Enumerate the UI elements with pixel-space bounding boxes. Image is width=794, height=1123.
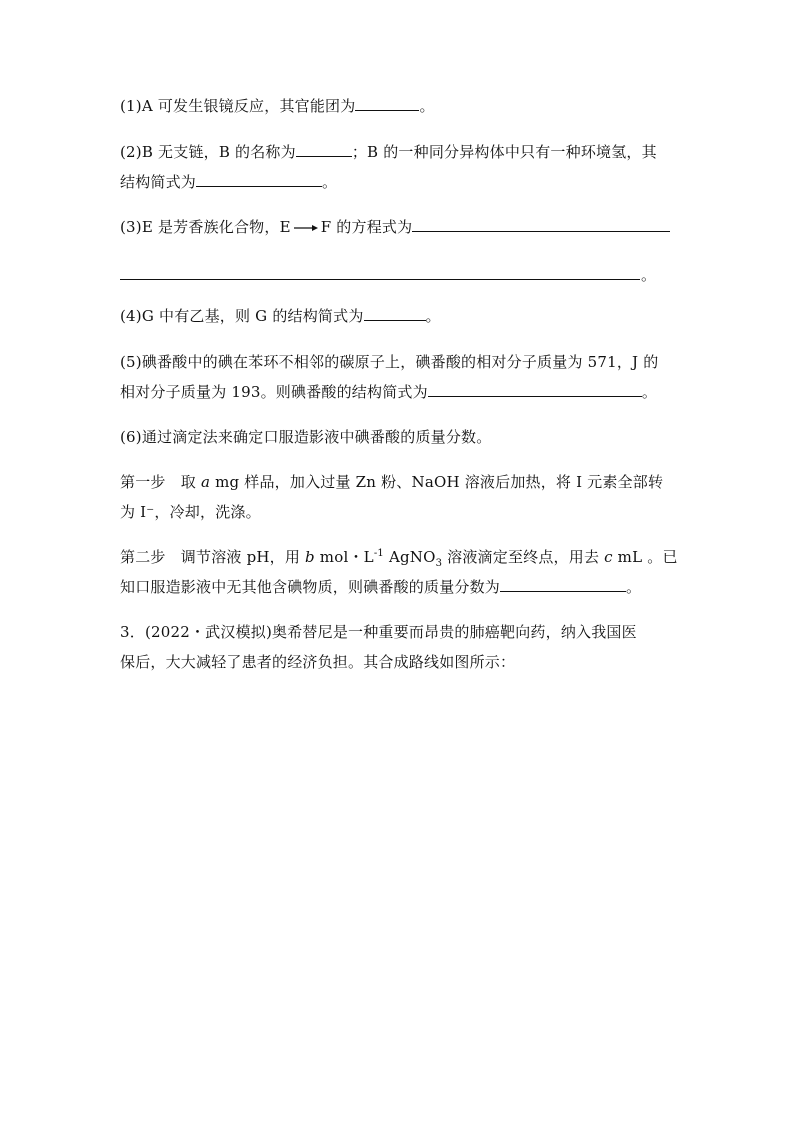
question-4-end: 。 [425,307,441,325]
answer-blank-5[interactable] [428,382,642,397]
question-7-line-1-text: 3．(2022・武汉模拟)奥希替尼是一种重要而昂贵的肺癌靶向药，纳入我国医 [120,623,637,641]
variable-a: a [200,473,211,491]
answer-blank-6[interactable] [500,577,626,592]
step-1-text-a: 第一步 取 [120,473,201,491]
answer-blank-2a[interactable] [296,142,352,157]
reaction-arrow-icon [293,223,319,233]
question-1-end: 。 [419,97,435,115]
question-3-text-b: F 的方程式为 [320,218,413,236]
question-4 [120,306,441,326]
step-2-text-d: 溶液滴定至终点，用去 [442,548,605,566]
question-5-end: 。 [641,383,658,401]
step-1-text-b: mg 样品，加入过量 Zn 粉、NaOH 溶液后加热，将 I 元素全部转 [210,473,664,491]
question-1-text: (1)A 可发生银镜反应，其官能团为 [120,97,356,115]
question-2-text-c: 结构简式为 [120,173,197,191]
question-3-text-a: (3)E 是芳香族化合物，E [120,218,291,236]
question-7-line-2 [120,652,515,672]
question-4-text: (4)G 中有乙基，则 G 的结构简式为 [120,307,364,325]
step-1-line-2-text: 为 I⁻，冷却，洗涤。 [120,503,261,521]
question-3-end-wrap [641,265,656,285]
step-1-line-2 [120,502,261,522]
answer-blank-3b[interactable] [120,279,640,280]
step-2-line-1 [120,547,678,567]
question-6-text: (6)通过滴定法来确定口服造影液中碘番酸的质量分数。 [120,428,492,446]
question-7-line-1 [120,622,637,642]
step-2-superscript: -1 [373,548,384,559]
step-2-text-c: AgNO [383,548,436,566]
question-6 [120,427,491,447]
step-2-text-e: mL 。已 [612,548,678,566]
question-5-line-1-text: (5)碘番酸中的碘在苯环不相邻的碳原子上，碘番酸的相对分子质量为 571，J 的 [120,353,659,371]
answer-blank-4[interactable] [364,306,426,321]
step-2-line-2-text: 知口服造影液中无其他含碘物质，则碘番酸的质量分数为 [120,578,501,596]
question-2-line-2 [120,172,337,192]
step-2-subscript: 3 [435,558,443,569]
question-2-text-b: ；B 的一种同分异构体中只有一种环境氢，其 [351,143,657,161]
step-1-line-1 [120,472,663,492]
answer-blank-2b[interactable] [196,172,322,187]
question-2-text-a: (2)B 无支链，B 的名称为 [120,143,296,161]
answer-blank-1[interactable] [355,96,419,111]
variable-c: c [604,548,613,566]
step-2-text-a: 第二步 调节溶液 pH，用 [120,548,306,566]
question-5-line-2 [120,382,657,402]
question-5-line-2-text: 相对分子质量为 193。则碘番酸的结构简式为 [120,383,428,401]
step-2-text-b: mol・L [314,548,374,566]
question-2-end: 。 [322,173,338,191]
question-7-line-2-text: 保后，大大减轻了患者的经济负担。其合成路线如图所示： [120,653,516,671]
question-5-line-1 [120,352,658,372]
step-2-line-2 [120,577,641,597]
question-2-line-1 [120,142,657,162]
step-2-end: 。 [626,578,642,596]
question-1 [120,96,435,116]
question-3-line-1 [120,217,670,237]
question-3-end: 。 [641,266,657,284]
variable-b: b [305,548,315,566]
answer-blank-3a[interactable] [412,217,670,232]
